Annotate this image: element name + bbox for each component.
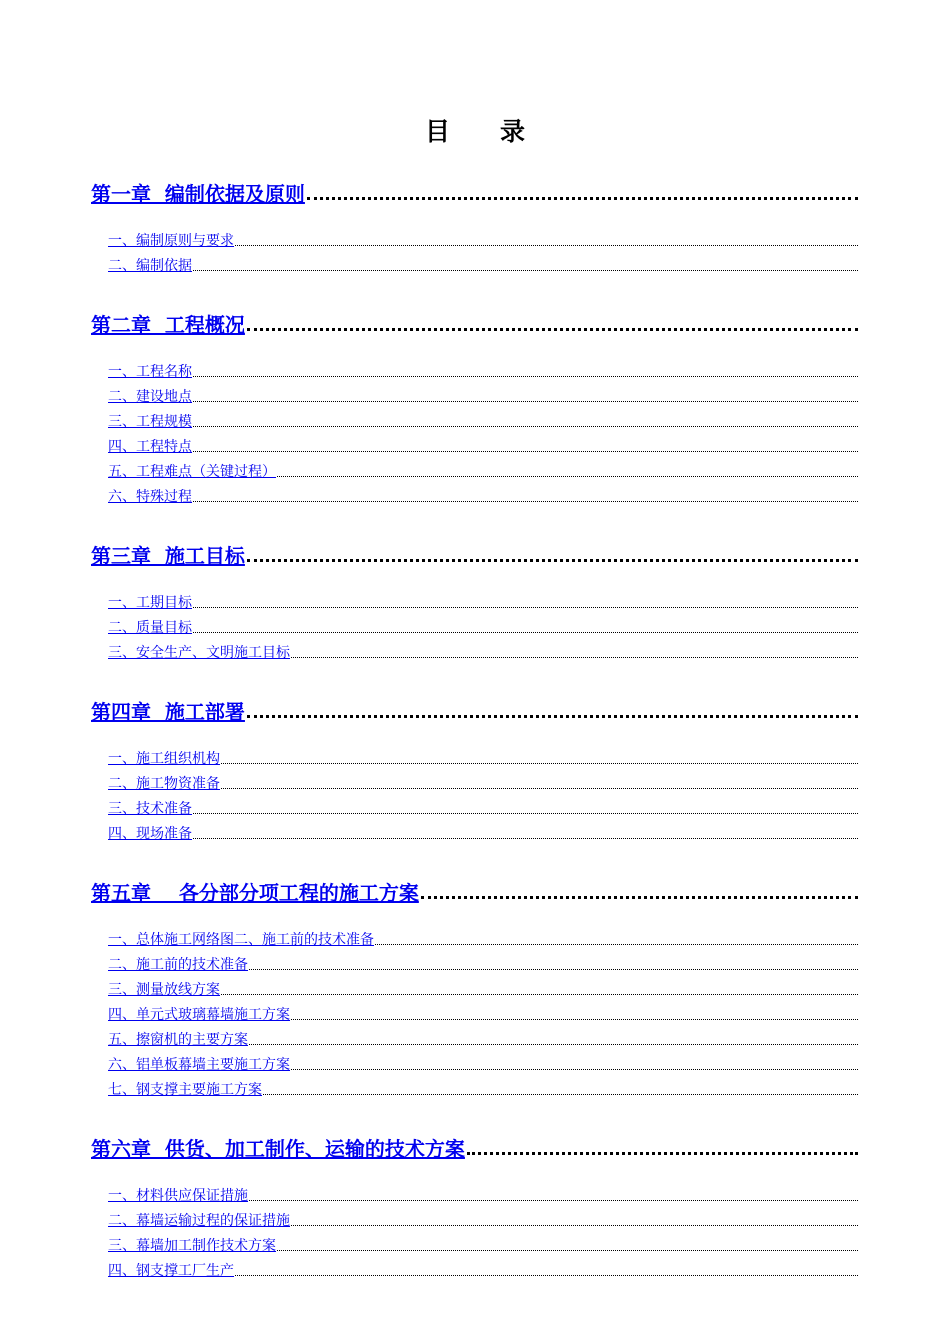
dot-leader bbox=[249, 1044, 858, 1045]
section-link[interactable]: 四、单元式玻璃幕墙施工方案 bbox=[108, 1007, 290, 1023]
chapter-6-sections bbox=[91, 1180, 858, 1280]
chapter-link[interactable]: 第三章 施工目标 bbox=[91, 544, 245, 568]
dot-leader bbox=[221, 763, 858, 764]
dot-leader bbox=[249, 969, 858, 970]
section-link[interactable]: 四、钢支撑工厂生产 bbox=[108, 1263, 234, 1279]
toc-chapter-2[interactable] bbox=[91, 301, 858, 337]
dot-leader bbox=[291, 1225, 858, 1226]
dot-leader bbox=[193, 426, 858, 427]
toc-section[interactable] bbox=[108, 612, 858, 637]
toc-section[interactable] bbox=[108, 1049, 858, 1074]
chapter-link[interactable]: 第四章 施工部署 bbox=[91, 700, 245, 724]
section-link[interactable]: 七、钢支撑主要施工方案 bbox=[108, 1082, 262, 1098]
dot-leader bbox=[247, 328, 858, 331]
dot-leader bbox=[193, 451, 858, 452]
chapter-2-sections bbox=[91, 356, 858, 506]
section-link[interactable]: 六、特殊过程 bbox=[108, 489, 192, 505]
dot-leader bbox=[291, 1019, 858, 1020]
chapter-link[interactable]: 第二章 工程概况 bbox=[91, 313, 245, 337]
section-link[interactable]: 三、测量放线方案 bbox=[108, 982, 220, 998]
toc-section[interactable] bbox=[108, 743, 858, 768]
section-link[interactable]: 二、建设地点 bbox=[108, 389, 192, 405]
section-link[interactable]: 一、工期目标 bbox=[108, 595, 192, 611]
chapter-4-sections bbox=[91, 743, 858, 843]
chapter-link[interactable]: 第五章 各分部分项工程的施工方案 bbox=[91, 881, 419, 905]
toc-section[interactable] bbox=[108, 637, 858, 662]
dot-leader bbox=[235, 245, 858, 246]
section-link[interactable]: 一、材料供应保证措施 bbox=[108, 1188, 248, 1204]
toc-section[interactable] bbox=[108, 818, 858, 843]
section-link[interactable]: 二、幕墙运输过程的保证措施 bbox=[108, 1213, 290, 1229]
toc-section[interactable] bbox=[108, 431, 858, 456]
dot-leader bbox=[291, 1069, 858, 1070]
section-link[interactable]: 五、擦窗机的主要方案 bbox=[108, 1032, 248, 1048]
dot-leader bbox=[193, 376, 858, 377]
toc-section[interactable] bbox=[108, 768, 858, 793]
section-link[interactable]: 四、工程特点 bbox=[108, 439, 192, 455]
dot-leader bbox=[277, 1250, 858, 1251]
dot-leader bbox=[291, 657, 858, 658]
toc-section[interactable] bbox=[108, 974, 858, 999]
toc-section[interactable] bbox=[108, 481, 858, 506]
toc-section[interactable] bbox=[108, 456, 858, 481]
toc-section[interactable] bbox=[108, 250, 858, 275]
toc-chapter-6[interactable] bbox=[91, 1125, 858, 1161]
section-link[interactable]: 三、安全生产、文明施工目标 bbox=[108, 645, 290, 661]
dot-leader bbox=[193, 401, 858, 402]
section-link[interactable]: 一、工程名称 bbox=[108, 364, 192, 380]
chapter-1-sections bbox=[91, 225, 858, 275]
dot-leader bbox=[247, 715, 858, 718]
dot-leader bbox=[467, 1152, 858, 1155]
dot-leader bbox=[193, 607, 858, 608]
section-link[interactable]: 五、工程难点（关键过程） bbox=[108, 464, 276, 480]
section-link[interactable]: 三、工程规模 bbox=[108, 414, 192, 430]
dot-leader bbox=[247, 559, 858, 562]
dot-leader bbox=[235, 1275, 858, 1276]
toc-chapter-3[interactable] bbox=[91, 532, 858, 568]
toc-section[interactable] bbox=[108, 949, 858, 974]
toc-section[interactable] bbox=[108, 924, 858, 949]
dot-leader bbox=[375, 944, 858, 945]
toc-section[interactable] bbox=[108, 1205, 858, 1230]
toc-section[interactable] bbox=[108, 587, 858, 612]
dot-leader bbox=[193, 838, 858, 839]
dot-leader bbox=[193, 501, 858, 502]
toc-section[interactable] bbox=[108, 356, 858, 381]
dot-leader bbox=[221, 994, 858, 995]
dot-leader bbox=[263, 1094, 858, 1095]
section-link[interactable]: 二、编制依据 bbox=[108, 258, 192, 274]
dot-leader bbox=[421, 896, 858, 899]
toc-section[interactable] bbox=[108, 1255, 858, 1280]
toc-section[interactable] bbox=[108, 999, 858, 1024]
section-link[interactable]: 一、施工组织机构 bbox=[108, 751, 220, 767]
chapter-3-sections bbox=[91, 587, 858, 662]
dot-leader bbox=[193, 270, 858, 271]
section-link[interactable]: 三、幕墙加工制作技术方案 bbox=[108, 1238, 276, 1254]
dot-leader bbox=[277, 476, 858, 477]
table-of-contents bbox=[91, 170, 858, 1306]
section-link[interactable]: 四、现场准备 bbox=[108, 826, 192, 842]
chapter-link[interactable]: 第六章 供货、加工制作、运输的技术方案 bbox=[91, 1137, 465, 1161]
toc-section[interactable] bbox=[108, 793, 858, 818]
dot-leader bbox=[249, 1200, 858, 1201]
toc-chapter-4[interactable] bbox=[91, 688, 858, 724]
section-link[interactable]: 二、施工前的技术准备 bbox=[108, 957, 248, 973]
toc-section[interactable] bbox=[108, 225, 858, 250]
dot-leader bbox=[307, 197, 858, 200]
chapter-link[interactable]: 第一章 编制依据及原则 bbox=[91, 182, 305, 206]
toc-section[interactable] bbox=[108, 1024, 858, 1049]
dot-leader bbox=[193, 632, 858, 633]
toc-section[interactable] bbox=[108, 1180, 858, 1205]
toc-section[interactable] bbox=[108, 1074, 858, 1099]
dot-leader bbox=[193, 813, 858, 814]
toc-chapter-1[interactable] bbox=[91, 170, 858, 206]
section-link[interactable]: 一、编制原则与要求 bbox=[108, 233, 234, 249]
section-link[interactable]: 六、铝单板幕墙主要施工方案 bbox=[108, 1057, 290, 1073]
section-link[interactable]: 二、质量目标 bbox=[108, 620, 192, 636]
dot-leader bbox=[221, 788, 858, 789]
section-link[interactable]: 一、总体施工网络图二、施工前的技术准备 bbox=[108, 932, 374, 948]
toc-title: 目 录 bbox=[424, 117, 525, 146]
toc-section[interactable] bbox=[108, 406, 858, 431]
chapter-5-sections bbox=[91, 924, 858, 1099]
toc-section[interactable] bbox=[108, 381, 858, 406]
section-link[interactable]: 二、施工物资准备 bbox=[108, 776, 220, 792]
section-link[interactable]: 三、技术准备 bbox=[108, 801, 192, 817]
toc-section[interactable] bbox=[108, 1230, 858, 1255]
toc-chapter-5[interactable] bbox=[91, 869, 858, 905]
